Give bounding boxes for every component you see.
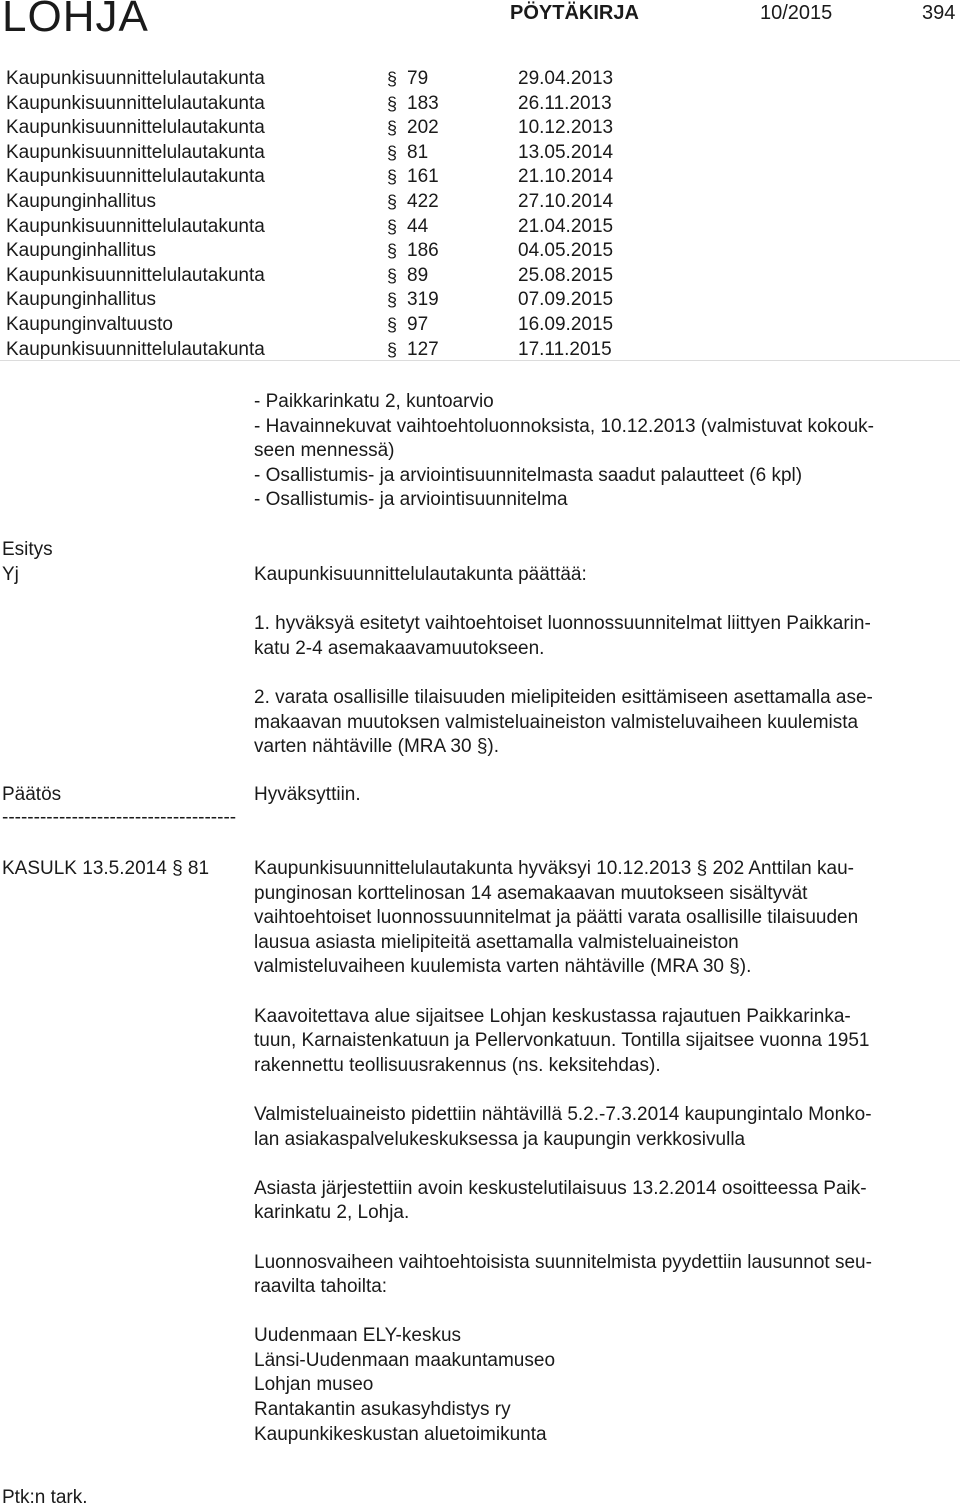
history-date: 10.12.2013 — [518, 117, 614, 139]
kasulk-label: KASULK 13.5.2014 § 81 — [2, 858, 210, 879]
handling-history — [6, 67, 956, 362]
history-body: Kaupunkisuunnittelulautakunta — [6, 92, 265, 114]
document-number: 10/2015 — [760, 2, 833, 24]
proposal-item-1: 1. hyväksyä esitetyt vaihtoehtoiset luonnossuunnitelmat liittyen Paikkarin- — [254, 613, 871, 635]
attachment-item: - Osallistumis- ja arviointisuunnitelmasta saadut palautteet (6 kpl) — [254, 464, 803, 486]
decision-divider: ------------------------------------- — [2, 807, 237, 828]
proposal-label: Esitys — [2, 539, 53, 560]
history-date: 21.04.2015 — [518, 215, 614, 237]
history-date: 29.04.2013 — [518, 68, 614, 89]
history-date: 21.10.2014 — [518, 166, 614, 188]
decision-label: Päätös — [2, 784, 62, 805]
history-date: 16.09.2015 — [518, 313, 614, 335]
section-icon: § — [387, 167, 398, 188]
history-number: 89 — [407, 264, 429, 286]
history-row — [6, 288, 956, 313]
history-number: 127 — [407, 338, 439, 360]
decision-text — [254, 783, 954, 808]
decision-value: Hyväksyttiin. — [254, 784, 361, 805]
kasulk-paragraph-line: lausua asiasta mielipiteitä asettamalla valmisteluaineiston — [254, 931, 739, 953]
section-icon: § — [387, 241, 398, 262]
history-body: Kaupunginvaltuusto — [6, 313, 173, 335]
history-row — [6, 190, 956, 215]
kasulk-paragraph-line: Asiasta järjestettiin avoin keskustelutilaisuus 13.2.2014 osoitteessa Paik- — [254, 1177, 867, 1199]
proposal-intro: Kaupunkisuunnittelulautakunta päättää: — [254, 564, 587, 585]
section-icon: § — [387, 191, 398, 212]
section-icon: § — [387, 69, 398, 89]
kasulk-paragraph-line: valmisteluvaiheen kuulemista varten nähtäville (MRA 30 §). — [254, 956, 752, 978]
proposal-item-2: 2. varata osallisille tilaisuuden mielipiteiden esittämiseen asettamalla ase- — [254, 686, 873, 708]
history-row — [6, 165, 956, 190]
kasulk-paragraph-line: raavilta tahoilta: — [254, 1276, 388, 1298]
history-number: 97 — [407, 313, 429, 335]
history-date: 27.10.2014 — [518, 190, 614, 212]
section-icon: § — [387, 265, 398, 286]
history-date: 13.05.2014 — [518, 141, 614, 163]
history-number: 183 — [407, 92, 439, 114]
history-number: 186 — [407, 240, 439, 262]
section-icon: § — [387, 93, 398, 114]
history-row — [6, 92, 956, 117]
history-number: 79 — [407, 68, 429, 89]
section-icon: § — [387, 118, 398, 139]
history-date: 17.11.2015 — [518, 338, 612, 360]
history-row — [6, 239, 956, 264]
section-icon: § — [387, 142, 398, 163]
history-body: Kaupunkisuunnittelulautakunta — [6, 264, 265, 286]
footer-reviewer-label: Ptk:n tark. — [2, 1487, 88, 1508]
organization-item: Lohjan museo — [254, 1374, 374, 1396]
attachment-item: - Havainnekuvat vaihtoehtoluonnoksista, 10.12.2013 (valmistuvat kokouk- — [254, 415, 874, 437]
history-body: Kaupunginhallitus — [6, 240, 157, 262]
proposal-item-2: makaavan muutoksen valmisteluaineiston valmisteluvaiheen kuulemista — [254, 711, 859, 733]
history-divider — [0, 360, 960, 361]
history-row — [6, 338, 956, 363]
history-body: Kaupunkisuunnittelulautakunta — [6, 215, 265, 237]
history-body: Kaupunkisuunnittelulautakunta — [6, 338, 265, 360]
history-row — [6, 313, 956, 338]
history-row — [6, 67, 956, 92]
organization-item: Rantakantin asukasyhdistys ry — [254, 1399, 511, 1421]
kasulk-paragraph-line: rakennettu teollisuusrakennus (ns. keksitehdas). — [254, 1054, 661, 1076]
history-row — [6, 141, 956, 166]
lohja-logo: LOHJA — [2, 0, 149, 41]
kasulk-paragraph-line: Valmisteluaineisto pidettiin nähtävillä 5.2.-7.3.2014 kaupungintalo Monko- — [254, 1103, 872, 1125]
kasulk-paragraph-line: vaihtoehtoiset luonnossuunnitelmat ja päätti varata osallisille tilaisuuden — [254, 907, 859, 929]
history-number: 161 — [407, 166, 439, 188]
document-type: PÖYTÄKIRJA — [510, 2, 639, 24]
kasulk-paragraph-line: karinkatu 2, Lohja. — [254, 1202, 410, 1224]
section-icon: § — [387, 339, 398, 360]
attachment-item: - Paikkarinkatu 2, kuntoarvio — [254, 391, 494, 412]
page-number: 394 — [922, 2, 956, 24]
history-body: Kaupunkisuunnittelulautakunta — [6, 141, 265, 163]
kasulk-paragraph-line: tuun, Karnaistenkatuun ja Pellervonkatuun. Tontilla sijaitsee vuonna 1951 — [254, 1030, 870, 1052]
organization-item: Kaupunkikeskustan aluetoimikunta — [254, 1423, 547, 1445]
history-row — [6, 116, 956, 141]
history-number: 44 — [407, 215, 429, 237]
history-body: Kaupunginhallitus — [6, 289, 157, 311]
attachments-list — [254, 390, 954, 513]
attachment-item: seen mennessä) — [254, 440, 395, 462]
history-body: Kaupunkisuunnittelulautakunta — [6, 68, 265, 89]
kasulk-paragraph-line: Kaupunkisuunnittelulautakunta hyväksyi 10.12.2013 § 202 Anttilan kau- — [254, 858, 854, 879]
organization-item: Uudenmaan ELY-keskus — [254, 1325, 462, 1347]
history-number: 81 — [407, 141, 429, 163]
history-date: 04.05.2015 — [518, 240, 614, 262]
history-date: 07.09.2015 — [518, 289, 614, 311]
history-body: Kaupunginhallitus — [6, 190, 157, 212]
history-row — [6, 264, 956, 289]
history-row — [6, 215, 956, 240]
section-icon: § — [387, 290, 398, 311]
section-icon: § — [387, 216, 398, 237]
proposal-text — [254, 563, 954, 760]
proposal-item-1: katu 2-4 asemakaavamuutokseen. — [254, 637, 545, 659]
history-body: Kaupunkisuunnittelulautakunta — [6, 117, 265, 139]
attachment-item: - Osallistumis- ja arviointisuunnitelma — [254, 489, 568, 511]
kasulk-paragraph-line: Luonnosvaiheen vaihtoehtoisista suunnitelmista pyydettiin lausunnot seu- — [254, 1251, 872, 1273]
history-number: 202 — [407, 117, 439, 139]
history-number: 422 — [407, 190, 439, 212]
presenter-label: Yj — [2, 564, 19, 585]
kasulk-paragraph-line: Kaavoitettava alue sijaitsee Lohjan keskustassa rajautuen Paikkarinka- — [254, 1005, 851, 1027]
organization-item: Länsi-Uudenmaan maakuntamuseo — [254, 1349, 556, 1371]
history-body: Kaupunkisuunnittelulautakunta — [6, 166, 265, 188]
section-icon: § — [387, 314, 398, 335]
history-date: 25.08.2015 — [518, 264, 614, 286]
kasulk-text — [254, 857, 954, 1447]
kasulk-paragraph-line: punginosan korttelinosan 14 asemakaavan muutokseen sisältyvät — [254, 882, 808, 904]
kasulk-paragraph-line: lan asiakaspalvelukeskuksessa ja kaupungin verkkosivulla — [254, 1128, 746, 1150]
history-number: 319 — [407, 289, 439, 311]
history-date: 26.11.2013 — [518, 92, 612, 114]
proposal-item-2: varten nähtäville (MRA 30 §). — [254, 736, 500, 758]
